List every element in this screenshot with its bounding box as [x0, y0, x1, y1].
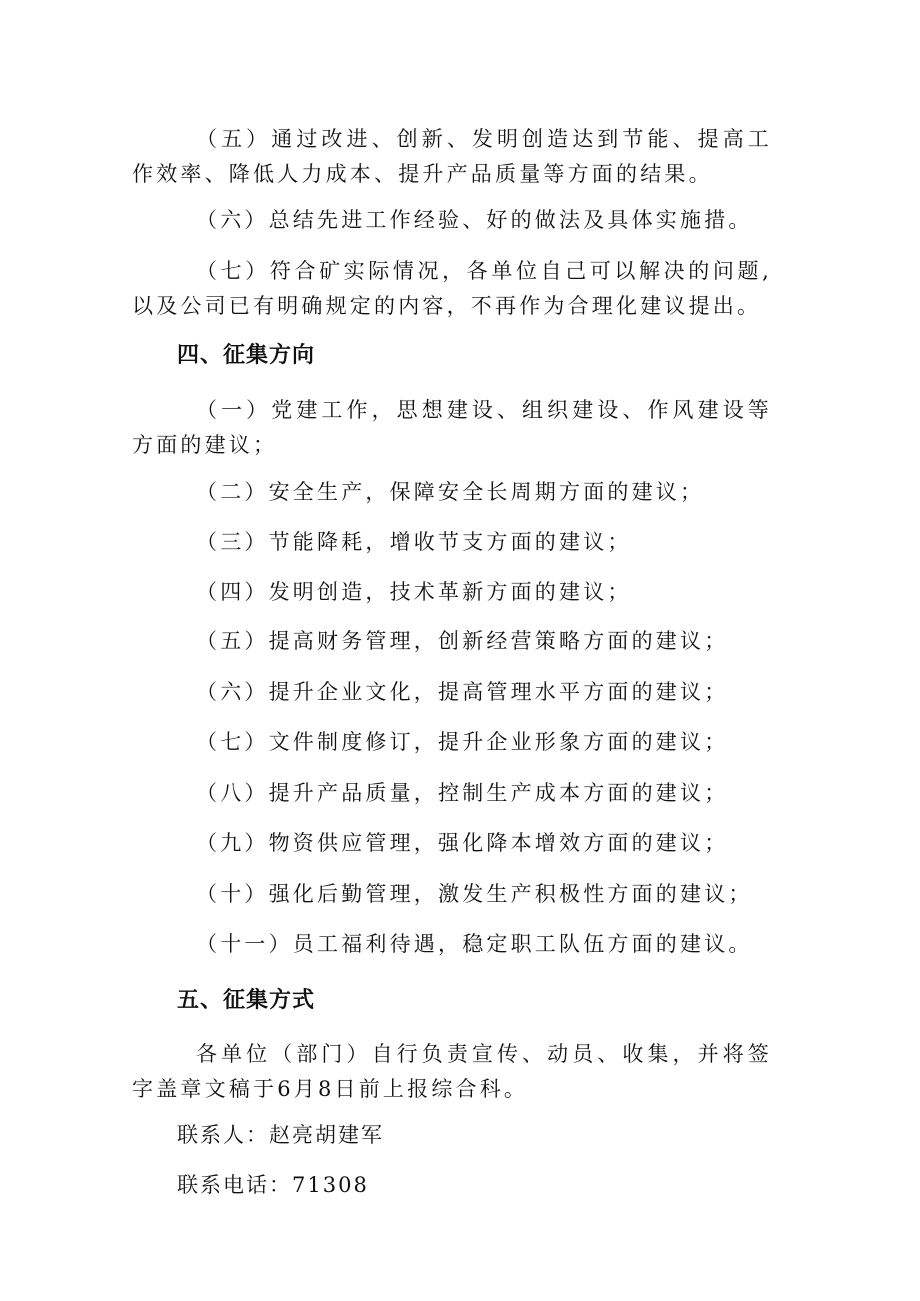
- paragraph-item-6-experience: （六）总结先进工作经验、好的做法及具体实施措。: [196, 208, 753, 232]
- list-item-culture: （六）提升企业文化，提高管理水平方面的建议；: [196, 680, 729, 704]
- list-item-logistics: （十）强化后勤管理，激发生产积极性方面的建议；: [196, 882, 753, 906]
- list-item-product-quality: （八）提升产品质量，控制生产成本方面的建议；: [196, 781, 729, 805]
- section-heading-collection-method: 五、征集方式: [177, 988, 316, 1013]
- paragraph-item-7-exclusions: （七）符合矿实际情况，各单位自己可以解决的问题,以及公司已有明确规定的内容，不再作为合理化建议提出。: [132, 259, 772, 318]
- list-item-party-building: （一）党建工作，思想建设、组织建设、作风建设等方面的建议；: [132, 398, 772, 457]
- list-item-regulations: （七）文件制度修订，提升企业形象方面的建议；: [196, 730, 729, 754]
- contact-phone: 联系电话：71308: [177, 1173, 369, 1197]
- contact-person: 联系人：赵亮胡建军: [177, 1123, 384, 1147]
- list-item-invention: （四）发明创造，技术革新方面的建议；: [196, 580, 632, 604]
- section-heading-collection-direction: 四、征集方向: [177, 343, 316, 368]
- list-item-supply: （九）物资供应管理，强化降本增效方面的建议；: [196, 831, 729, 855]
- paragraph-collection-method: 各单位（部门）自行负责宣传、动员、收集，并将签字盖章文稿于6月8日前上报综合科。: [132, 1042, 772, 1101]
- paragraph-item-5-results: （五）通过改进、创新、发明创造达到节能、提高工作效率、降低人力成本、提升产品质量等方面的结果。: [132, 127, 772, 186]
- list-item-safety: （二）安全生产，保障安全长周期方面的建议；: [196, 480, 705, 504]
- list-item-finance: （五）提高财务管理，创新经营策略方面的建议；: [196, 629, 729, 653]
- list-item-welfare: （十一）员工福利待遇，稳定职工队伍方面的建议。: [196, 932, 753, 956]
- list-item-energy-saving: （三）节能降耗，增收节支方面的建议；: [196, 530, 632, 554]
